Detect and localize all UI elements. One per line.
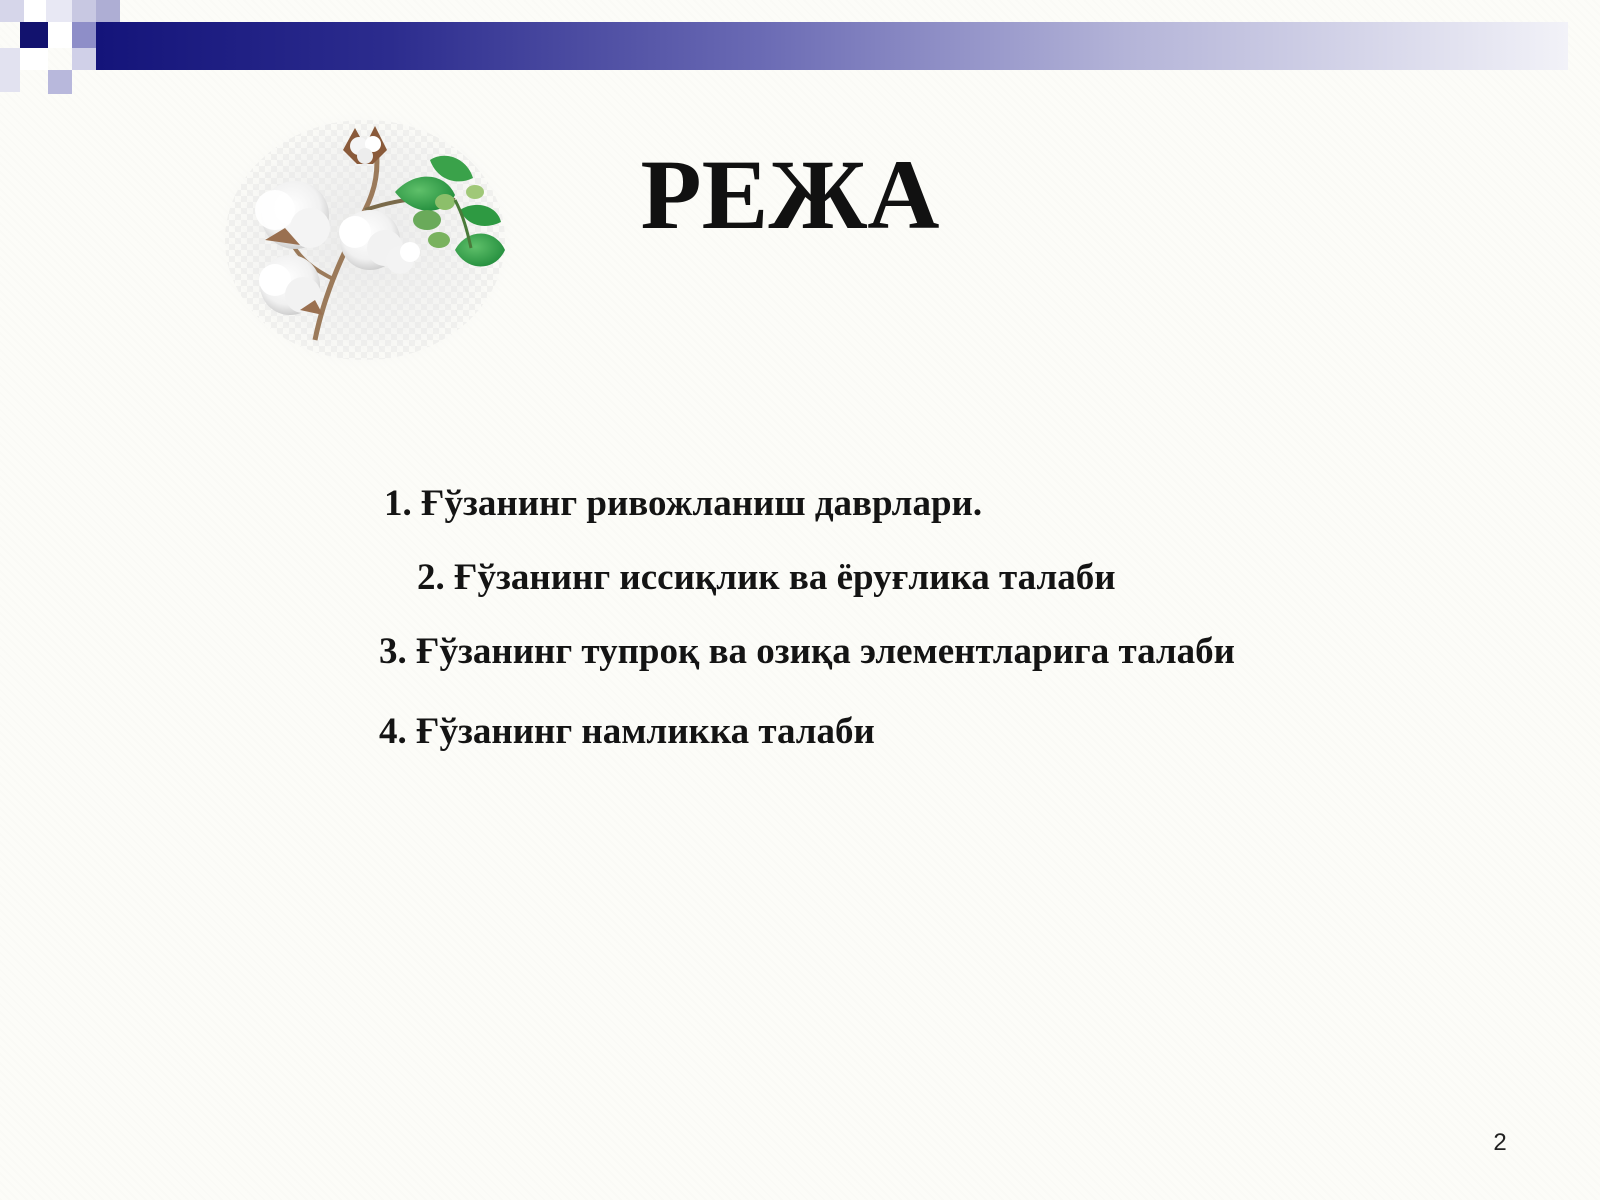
plan-item-1: 1. Ғўзанинг ривожланиш даврлари.: [384, 483, 983, 524]
plan-item-2: 2. Ғўзанинг иссиқлик ва ёруғлика талаби: [417, 557, 1116, 598]
page-number: 2: [1493, 1129, 1507, 1156]
plan-item-3: 3. Ғўзанинг тупроқ ва озиқа элементларига талаби: [379, 631, 1235, 672]
cotton-plant-image: [205, 100, 535, 390]
plan-item-4: 4. Ғўзанинг намликка талаби: [379, 711, 875, 752]
slide-title: РЕЖА: [640, 139, 940, 250]
header-gradient-band: [96, 22, 1568, 70]
